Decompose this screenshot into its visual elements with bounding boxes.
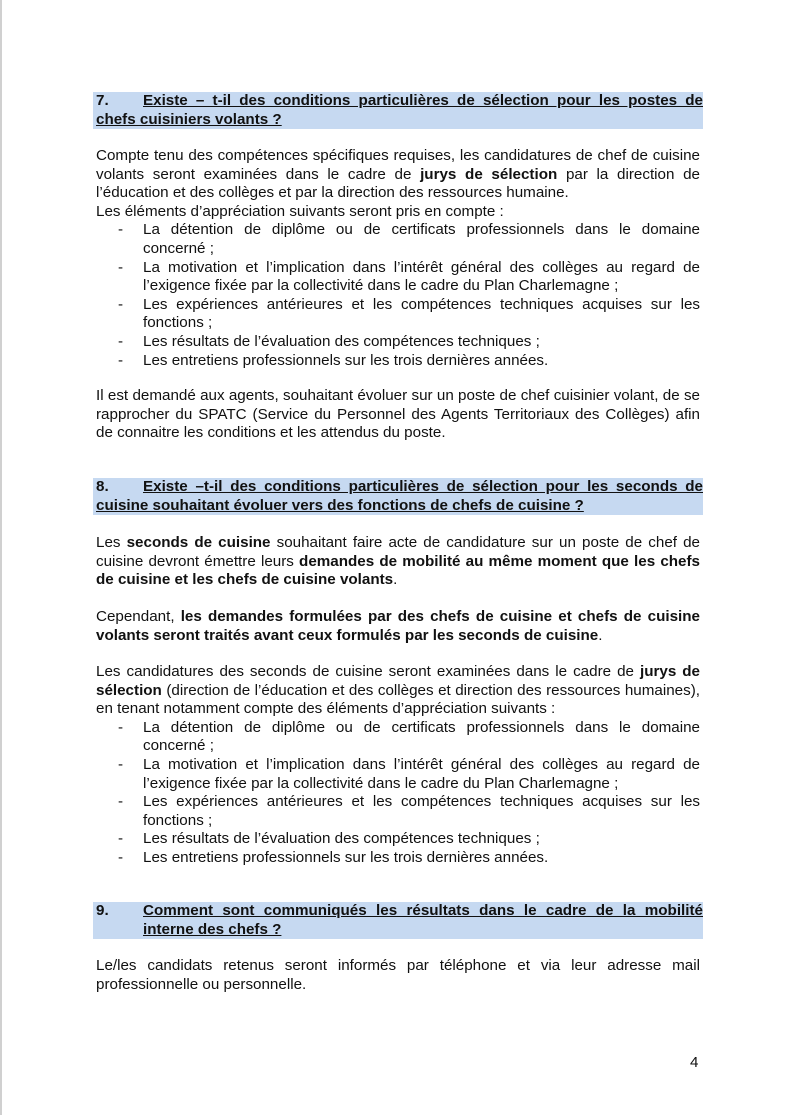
heading-question-7 bbox=[93, 92, 703, 129]
bold-text: seconds de cuisine bbox=[126, 534, 271, 551]
bullet: - bbox=[118, 332, 124, 350]
paragraph: Il est demandé aux agents, souhaitant évoluer sur un poste de chef cuisinier volant, de se rapprocher du SPATC (Service du Personnel des Agents Territoriaux des Collèges) afin de connaitre les conditions et les attendus du poste. bbox=[96, 387, 700, 442]
bullet: - bbox=[118, 848, 124, 866]
text: Compte tenu des compétences spécifiques requises, les candidatures de chef de cuisine volants seront examinées dans le cadre de bbox=[96, 147, 700, 183]
list-item bbox=[96, 793, 700, 830]
paragraph bbox=[96, 534, 700, 590]
list-item bbox=[96, 830, 700, 849]
paragraph bbox=[96, 608, 700, 645]
bullet: - bbox=[118, 830, 124, 848]
item-text: Les expériences antérieures et les compétences techniques acquises sur les fonctions ; bbox=[143, 295, 700, 332]
list-item bbox=[96, 296, 700, 333]
bullet: - bbox=[118, 351, 124, 369]
item-text: Les expériences antérieures et les compétences techniques acquises sur les fonctions ; bbox=[143, 793, 700, 829]
bullet: - bbox=[118, 221, 124, 239]
paragraph bbox=[96, 663, 700, 719]
list-item bbox=[96, 719, 700, 756]
page-number: 4 bbox=[690, 1054, 699, 1071]
item-text: Les entretiens professionnels sur les trois dernières années. bbox=[143, 351, 549, 369]
list-item bbox=[96, 352, 700, 371]
item-text: Les entretiens professionnels sur les trois dernières années. bbox=[143, 848, 549, 866]
text: par la direction de l’éducation et des collèges et par la direction des ressources humaine. bbox=[96, 165, 701, 202]
q7-body bbox=[96, 147, 700, 370]
text: Les bbox=[96, 534, 127, 551]
text: souhaitant faire acte de candidature sur un poste de chef de cuisine devront émettre leurs bbox=[96, 534, 700, 570]
bullet: - bbox=[118, 793, 124, 811]
list-item bbox=[96, 849, 700, 868]
heading-number: 8. bbox=[96, 478, 109, 495]
criteria-list bbox=[96, 221, 700, 370]
paragraph bbox=[96, 147, 700, 203]
heading-question-8 bbox=[93, 478, 703, 515]
bold-text: demandes de mobilité au même moment que les chefs de cuisine et les chefs de cuisine volants bbox=[96, 552, 700, 589]
heading-title: Existe – t-il des conditions particulières de sélection pour les postes de chefs cuisiniers volants ? bbox=[96, 92, 703, 128]
heading-title: Existe –t-il des conditions particulières de sélection pour les seconds de cuisine souhaitant évoluer vers des fonctions de chefs de cuisine ? bbox=[96, 478, 703, 514]
text: (direction de l’éducation et des collèges et direction des ressources humaines), en tenant notamment compte des éléments d’appréciation suivants : bbox=[96, 681, 700, 718]
heading-number: 9. bbox=[96, 902, 109, 919]
heading-title: Comment sont communiqués les résultats dans le cadre de la mobilité interne des chefs ? bbox=[143, 902, 703, 938]
list-item bbox=[96, 756, 700, 793]
item-text: La détention de diplôme ou de certificats professionnels dans le domaine concerné ; bbox=[143, 221, 700, 257]
list-item bbox=[96, 333, 700, 352]
list-item bbox=[96, 259, 700, 296]
criteria-list bbox=[96, 719, 700, 868]
q8-body bbox=[96, 663, 700, 868]
bold-text: jurys de sélection bbox=[420, 165, 558, 183]
text: . bbox=[393, 571, 398, 589]
bullet: - bbox=[118, 295, 124, 313]
list-item bbox=[96, 221, 700, 258]
item-text: La motivation et l’implication dans l’intérêt général des collèges au regard de l’exigence fixée par la collectivité dans le cadre du Plan Charlemagne ; bbox=[143, 258, 700, 295]
item-text: Les résultats de l’évaluation des compétences techniques ; bbox=[143, 830, 540, 848]
page-edge bbox=[0, 0, 2, 1115]
item-text: La détention de diplôme ou de certificats professionnels dans le domaine concerné ; bbox=[143, 718, 700, 755]
item-text: La motivation et l’implication dans l’intérêt général des collèges au regard de l’exigence fixée par la collectivité dans le cadre du Plan Charlemagne ; bbox=[143, 755, 700, 792]
bold-text: les demandes formulées par des chefs de cuisine et chefs de cuisine volants seront traités avant ceux formulés par les seconds de cuisine bbox=[96, 608, 700, 644]
text: Les candidatures des seconds de cuisine seront examinées dans le cadre de bbox=[96, 663, 640, 680]
heading-number: 7. bbox=[96, 92, 109, 109]
text: . bbox=[598, 626, 603, 644]
list-intro: Les éléments d’appréciation suivants seront pris en compte : bbox=[96, 202, 504, 220]
bold-text: jurys de sélection bbox=[96, 663, 700, 699]
bullet: - bbox=[118, 718, 124, 736]
bullet: - bbox=[118, 755, 124, 773]
heading-question-9 bbox=[93, 902, 703, 939]
item-text: Les résultats de l’évaluation des compétences techniques ; bbox=[143, 332, 540, 350]
paragraph: Le/les candidats retenus seront informés par téléphone et via leur adresse mail professionnelle ou personnelle. bbox=[96, 957, 700, 993]
bullet: - bbox=[118, 258, 124, 276]
text: Cependant, bbox=[96, 608, 181, 625]
